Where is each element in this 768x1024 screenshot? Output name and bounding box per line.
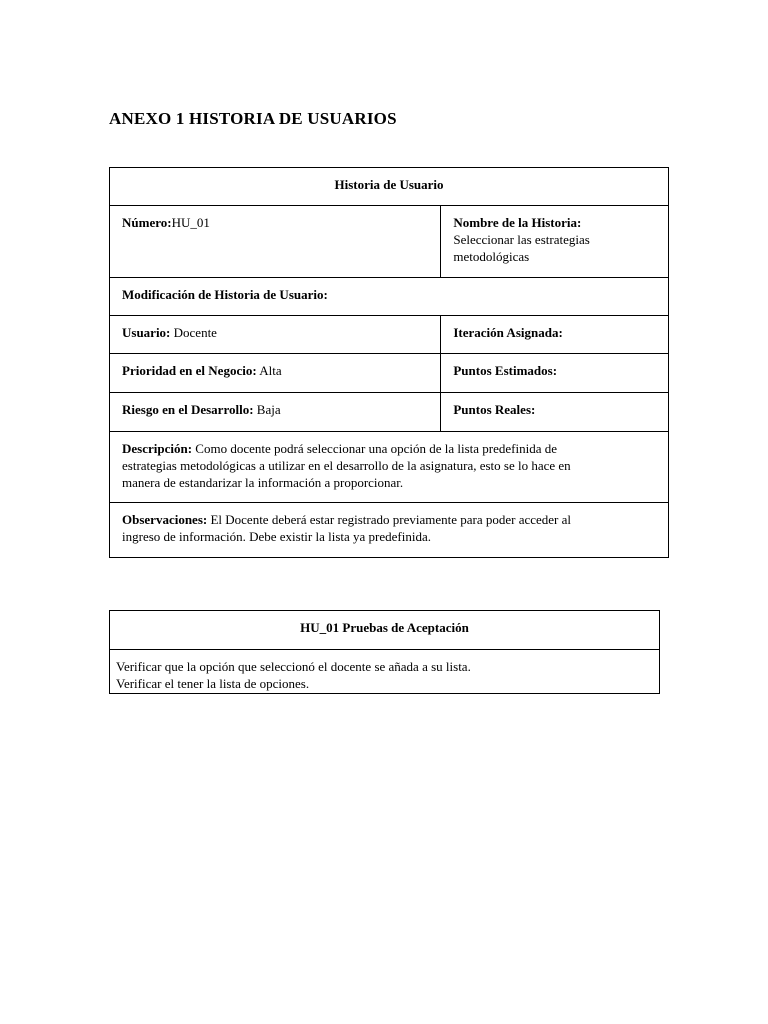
- observations-label: Observaciones:: [122, 512, 208, 527]
- table-row: [110, 206, 669, 278]
- story-table-title: Historia de Usuario: [334, 177, 444, 192]
- acceptance-title-cell: [110, 611, 660, 650]
- user-cell: [110, 316, 441, 354]
- table-row: [110, 354, 669, 393]
- iteration-cell: [441, 316, 669, 354]
- description-label: Descripción:: [122, 441, 193, 456]
- user-story-table: [109, 167, 669, 558]
- table-row: [110, 432, 669, 503]
- number-cell: [110, 206, 441, 278]
- risk-value: Baja: [256, 402, 281, 417]
- number-label: Número:: [122, 215, 172, 230]
- number-value: HU_01: [171, 215, 210, 230]
- story-name-value-line1: Seleccionar las estrategias: [453, 232, 590, 247]
- story-name-cell: [441, 206, 669, 278]
- table-row: [110, 316, 669, 354]
- description-line3: manera de estandarizar la información a proporcionar.: [122, 475, 404, 490]
- description-cell: [110, 432, 669, 503]
- story-table-title-cell: [110, 168, 669, 206]
- iteration-label: Iteración Asignada:: [453, 325, 563, 340]
- risk-cell: [110, 393, 441, 432]
- page-title: ANEXO 1 HISTORIA DE USUARIOS: [109, 109, 397, 128]
- estimated-points-label: Puntos Estimados:: [453, 363, 558, 378]
- table-row: [110, 611, 660, 650]
- table-row: [110, 650, 660, 694]
- real-points-cell: [441, 393, 669, 432]
- real-points-label: Puntos Reales:: [453, 402, 536, 417]
- priority-cell: [110, 354, 441, 393]
- table-row: [110, 503, 669, 558]
- acceptance-line2: Verificar el tener la lista de opciones.: [116, 676, 310, 691]
- story-name-value-line2: metodológicas: [453, 249, 530, 264]
- user-label: Usuario:: [122, 325, 171, 340]
- observations-cell: [110, 503, 669, 558]
- acceptance-line1: Verificar que la opción que seleccionó el docente se añada a su lista.: [116, 659, 471, 674]
- description-line1: Como docente podrá seleccionar una opción de la lista predefinida de: [195, 441, 557, 456]
- priority-label: Prioridad en el Negocio:: [122, 363, 257, 378]
- description-line2: estrategias metodológicas a utilizar en el desarrollo de la asignatura, esto se lo hace en: [122, 458, 571, 473]
- table-row: [110, 278, 669, 316]
- story-name-label: Nombre de la Historia:: [453, 215, 582, 230]
- priority-value: Alta: [259, 363, 282, 378]
- estimated-points-cell: [441, 354, 669, 393]
- user-value: Docente: [173, 325, 217, 340]
- modification-cell: [110, 278, 669, 316]
- acceptance-title: HU_01 Pruebas de Aceptación: [300, 620, 469, 635]
- table-row: [110, 393, 669, 432]
- acceptance-body-cell: [110, 650, 660, 694]
- modification-label: Modificación de Historia de Usuario:: [122, 287, 328, 302]
- risk-label: Riesgo en el Desarrollo:: [122, 402, 254, 417]
- acceptance-tests-table: [109, 610, 660, 694]
- observations-line2: ingreso de información. Debe existir la lista ya predefinida.: [122, 529, 432, 544]
- observations-line1: El Docente deberá estar registrado previamente para poder acceder al: [210, 512, 572, 527]
- table-row: [110, 168, 669, 206]
